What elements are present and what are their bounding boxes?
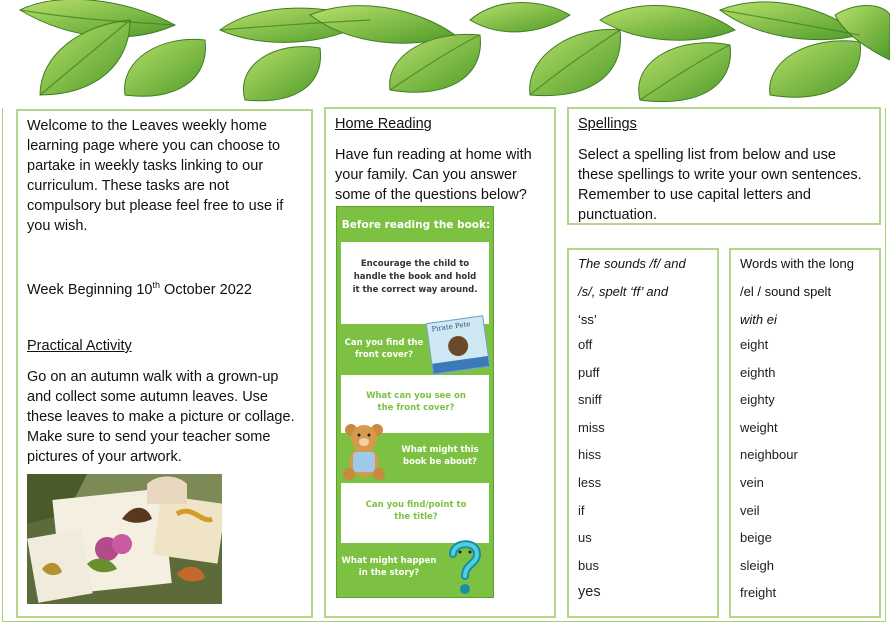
list-item: miss (578, 419, 605, 435)
list2-header-line3: with ei (740, 312, 777, 327)
leaves-banner (0, 0, 890, 108)
practical-heading: Practical Activity (27, 338, 132, 354)
list-item: eighth (740, 364, 776, 380)
teddy-bear-icon (339, 419, 389, 481)
bookmark-q2: What can you see on the front cover? (366, 391, 466, 413)
list1-header (578, 250, 718, 334)
bookmark-encourage: Encourage the child to handle the book and hold it the correct way around. (352, 259, 478, 295)
list2-words (740, 331, 798, 607)
welcome-text: Welcome to the Leaves weekly home learning page where you can choose to partake in weekly tasks linking to our curriculum. These tasks are not compulsory but please feel free to use if you wish. (27, 118, 284, 234)
list-item: veil (740, 502, 760, 518)
bookmark-title: Before reading the book: (341, 219, 491, 231)
list-item: yes (578, 584, 601, 601)
list-item: weight (740, 419, 778, 435)
book-cover-pirate (447, 335, 470, 358)
list2-header-line2: /el / sound spelt (740, 284, 832, 299)
spellings-box (567, 107, 881, 225)
spellings-heading: Spellings (578, 116, 637, 132)
spelling-list-ff-ss (567, 248, 719, 618)
leaf-collage-photo (27, 474, 222, 604)
list-item: eight (740, 337, 769, 352)
practical-body: Go on an autumn walk with a grown-up and collect some autumn leaves. Use these leaves to make a picture or collage. Make sure to send your teacher some pictures of your artwork. (27, 369, 295, 465)
list-item: if (578, 502, 585, 518)
week-suffix: October 2022 (160, 281, 252, 298)
list-item: vein (740, 474, 764, 490)
book-cover-image (426, 315, 491, 375)
list-item: hiss (578, 447, 602, 463)
week-beginning (27, 275, 302, 300)
list-item: neighbour (740, 447, 798, 463)
list2-header-line1: Words with the long (740, 256, 854, 271)
reading-box (324, 107, 556, 618)
reading-bookmark (336, 206, 494, 598)
list-item: eighty (740, 392, 775, 408)
list1-header-line1: The sounds /f/ and (578, 256, 686, 271)
spellings-body: Select a spelling list from below and use these spellings to write your own sentences. Remember to use capital letters and punctuation. (578, 147, 862, 223)
reading-body: Have fun reading at home with your family. Can you answer some of the questions below? (335, 147, 532, 203)
list-item: bus (578, 557, 599, 573)
intro-box (16, 109, 313, 618)
list1-header-line2: /s/, spelt ‘ff’ and (578, 284, 669, 299)
list-item: sniff (578, 392, 602, 408)
list-item: off (578, 337, 593, 352)
list1-header-line3: ‘ss’ (578, 312, 597, 327)
list-item: freight (740, 585, 777, 601)
bookmark-q3: What might this book be about? (401, 445, 479, 467)
list1-words (578, 331, 605, 607)
list-item: puff (578, 364, 600, 380)
bookmark-q4: Can you find/point to the title? (365, 500, 467, 522)
week-sup: th (152, 280, 161, 290)
book-cover-sea (432, 356, 489, 374)
list2-header (740, 250, 880, 334)
question-mark-icon (445, 535, 485, 597)
bookmark-q1: Can you find the front cover? (344, 338, 424, 360)
bookmark-q5: What might happen in the story? (341, 556, 437, 578)
book-cover-title: Pirate Pete (431, 320, 471, 334)
list-item: us (578, 530, 592, 546)
list-item: sleigh (740, 557, 774, 573)
reading-heading: Home Reading (335, 116, 432, 132)
week-prefix: Week Beginning 10 (27, 281, 153, 298)
list-item: beige (740, 530, 772, 546)
list-item: less (578, 474, 602, 490)
spelling-list-ei (729, 248, 881, 618)
